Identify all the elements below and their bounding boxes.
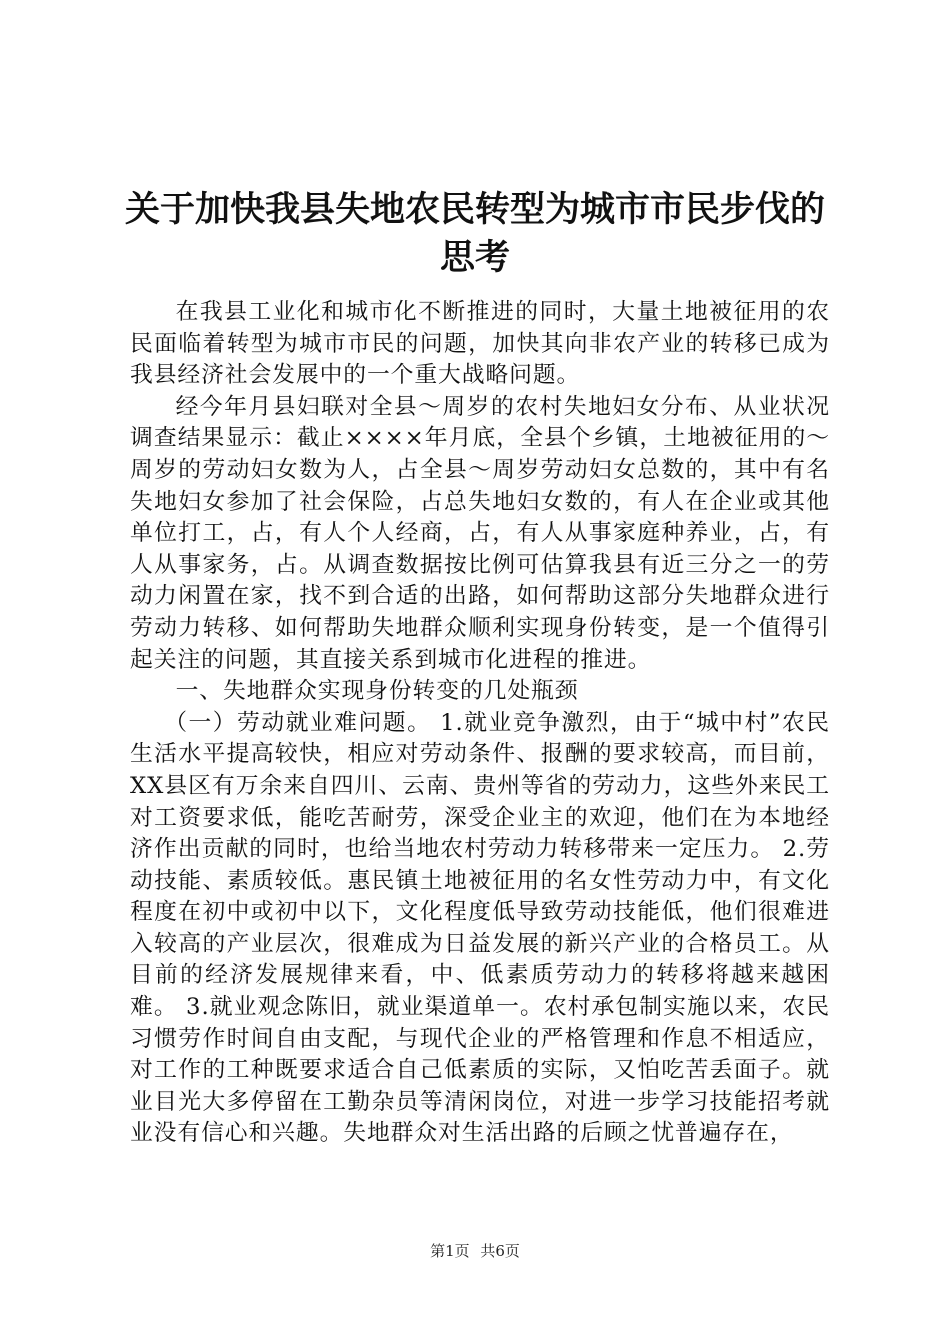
page-footer (0, 1240, 950, 1261)
document-title-line-1: 关于加快我县失地农民转型为城市市民步伐的 (124, 190, 825, 230)
section-heading: 一、失地群众实现身份转变的几处瓶颈 (175, 678, 579, 705)
document-body (130, 297, 830, 1150)
intro-paragraph: 在我县工业化和城市化不断推进的同时，大量土地被征用的农民面临着转型为城市市民的问题，加快其向非农产业的转移已成为我县经济社会发展中的一个重大战略问题。 (130, 299, 830, 389)
page-total: 共6页 (480, 1242, 520, 1260)
document-title-line-2: 思考 (439, 238, 510, 278)
subsection-paragraph: （一）劳动就业难问题。 1.就业竞争激烈，由于“城中村”农民生活水平提高较快，相应对劳动条件、报酬的要求较高，而目前，XX县区有万余来自四川、云南、贵州等省的劳动力，这些外来民工对工资要求低，能吃苦耐劳，深受企业主的欢迎，他们在为本地经济作出贡献的同时，也给当地农村劳动力转移带来一定压力。 2.劳动技能、素质较低。惠民镇土地被征用的名女性劳动力中，有文化程度在初中或初中以下，文化程度低导致劳动技能低，他们很难进入较高的产业层次，很难成为日益发展的新兴产业的合格员工。从目前的经济发展规律来看，中、低素质劳动力的转移将越来越困难。 3.就业观念陈旧，就业渠道单一。农村承包制实施以来，农民习惯劳作时间自由支配，与现代企业的严格管理和作息不相适应，对工作的工种既要求适合自己低素质的实际，又怕吃苦丢面子。就业目光大多停留在工勤杂员等清闲岗位，对进一步学习技能招考就业没有信心和兴趣。失地群众对生活出路的后顾之忧普遍存在， (130, 709, 830, 1147)
survey-paragraph: 经今年月县妇联对全县～周岁的农村失地妇女分布、从业状况调查结果显示：截止××××年月底，全县个乡镇，土地被征用的～周岁的劳动妇女数为人，占全县～周岁劳动妇女总数的，其中有名失地妇女参加了社会保险，占总失地妇女数的，有人在企业或其他单位打工，占，有人个人经商，占，有人从事家庭种养业，占，有人从事家务，占。从调查数据按比例可估算我县有近三分之一的劳动力闲置在家，找不到合适的出路，如何帮助这部分失地群众进行劳动力转移、如何帮助失地群众顺利实现身份转变，是一个值得引起关注的问题，其直接关系到城市化进程的推进。 (130, 393, 830, 673)
page-number: 第1页 (430, 1242, 470, 1260)
